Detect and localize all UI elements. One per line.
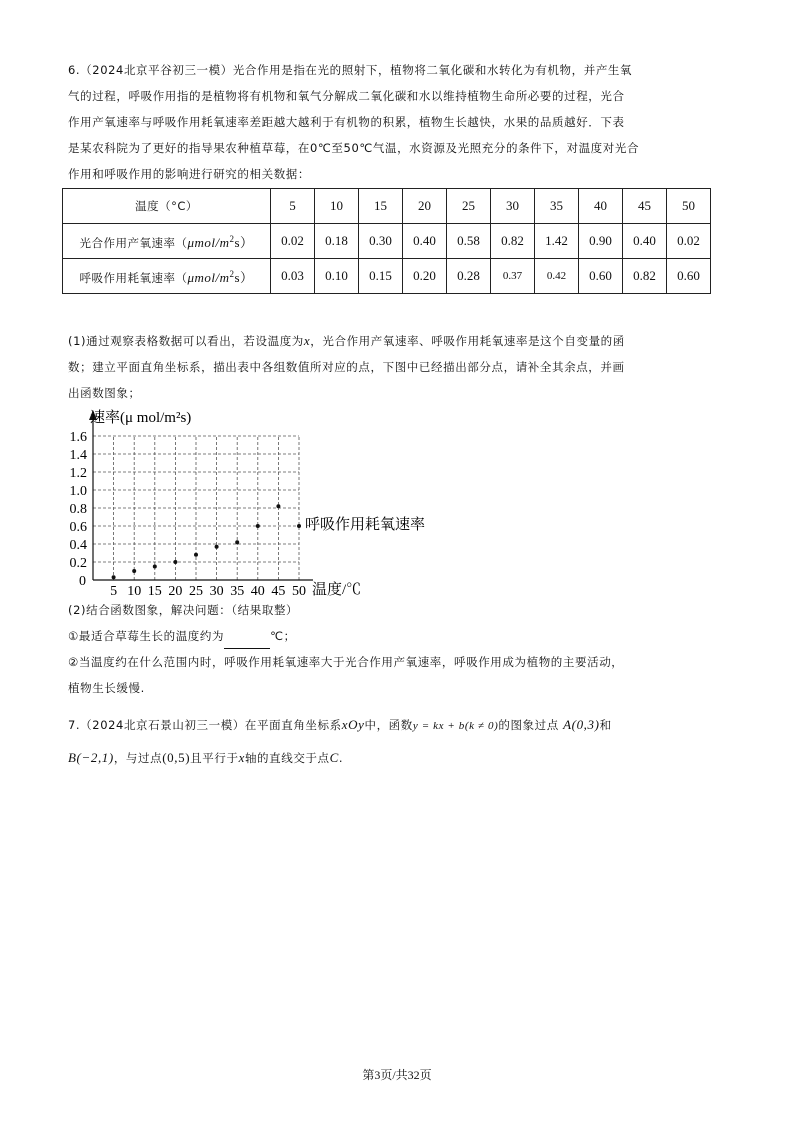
table-cell: 45 — [623, 189, 667, 224]
table-cell: 0.42 — [535, 259, 579, 294]
table-row-photosynthesis — [63, 224, 711, 259]
table-cell: 20 — [403, 189, 447, 224]
table-cell: 0.20 — [403, 259, 447, 294]
data-point — [235, 540, 239, 544]
table-cell: 0.58 — [447, 224, 491, 259]
chart-axes — [89, 410, 313, 580]
question-6-intro — [68, 57, 728, 187]
x-tick-label: 20 — [168, 584, 183, 599]
data-point — [173, 560, 177, 564]
y-tick-label: 1.0 — [69, 484, 87, 499]
table-cell: 30 — [491, 189, 535, 224]
table-cell: 0.03 — [271, 259, 315, 294]
table-cell: 0.40 — [403, 224, 447, 259]
origin-label: 0 — [79, 574, 86, 589]
table-cell: 0.02 — [667, 224, 711, 259]
q6-line-4: 是某农科院为了更好的指导果农种植草莓，在0℃至50℃气温，水资源及光照充分的条件下，对温度对光合 — [68, 141, 640, 155]
y-axis-label: 速率(μ mol/m²s) — [90, 410, 192, 426]
table-cell: 0.37 — [491, 259, 535, 294]
table-cell: 0.90 — [579, 224, 623, 259]
chart-ticks — [70, 430, 307, 599]
table-cell: 0.28 — [447, 259, 491, 294]
x-tick-label: 5 — [110, 584, 118, 599]
data-point — [276, 504, 280, 508]
y-tick-label: 1.6 — [69, 430, 87, 445]
table-cell: 25 — [447, 189, 491, 224]
part2-item-2-line-2: 植物生长缓慢. — [68, 681, 145, 695]
data-point — [132, 569, 136, 573]
data-point — [153, 565, 157, 569]
x-tick-label: 35 — [230, 584, 245, 599]
page-footer: 第3页/共32页 — [362, 1068, 432, 1082]
table-cell: 0.60 — [579, 259, 623, 294]
table-cell: 0.82 — [623, 259, 667, 294]
table-cell: 1.42 — [535, 224, 579, 259]
part2-item-2-line-1: ②当温度约在什么范围内时，呼吸作用耗氧速率大于光合作用产氧速率，呼吸作用成为植物的主要活动， — [68, 655, 624, 669]
data-point — [112, 575, 116, 579]
data-point — [297, 524, 301, 528]
q7-line-2: B(−2,1)，与过点(0,5)且平行于x轴的直线交于点C. — [68, 750, 344, 765]
table-cell: 0.40 — [623, 224, 667, 259]
table-cell: 15 — [359, 189, 403, 224]
part1-line-2: 数；建立平面直角坐标系，描出表中各组数值所对应的点，下图中已经描出部分点，请补全其余点，并画 — [68, 360, 625, 374]
y-tick-label: 1.2 — [69, 466, 87, 481]
table-cell: 0.82 — [491, 224, 535, 259]
x-tick-label: 25 — [189, 584, 203, 599]
x-tick-label: 15 — [147, 584, 162, 599]
respiration-rate-chart — [60, 402, 460, 602]
table-cell: 50 — [667, 189, 711, 224]
table-cell: 0.30 — [359, 224, 403, 259]
x-tick-label: 45 — [271, 584, 286, 599]
q7-line-1: 7.（2024北京石景山初三一模）在平面直角坐标系xOy中，函数y = kx + b(k ≠ 0)的图象过点 A(0,3)和 — [68, 717, 612, 732]
question-6-part-2 — [68, 597, 728, 701]
table-cell: 5 — [271, 189, 315, 224]
x-tick-label: 40 — [250, 584, 265, 599]
y-tick-label: 0.8 — [69, 502, 87, 517]
question-7 — [68, 709, 728, 774]
table-cell: 0.15 — [359, 259, 403, 294]
table-row-temperature — [63, 189, 711, 224]
y-tick-label: 1.4 — [69, 448, 87, 463]
x-tick-label: 50 — [292, 584, 306, 599]
data-point — [194, 553, 198, 557]
part1-line-1: (1)通过观察表格数据可以看出，若设温度为x，光合作用产氧速率、呼吸作用耗氧速率是这个自变量的函 — [68, 333, 625, 348]
q6-line-3: 作用产氧速率与呼吸作用耗氧速率差距越大越利于有机物的积累，植物生长越快，水果的品质越好．下表 — [68, 115, 625, 129]
question-6-part-1 — [68, 328, 728, 406]
data-point — [215, 545, 219, 549]
q6-line-5: 作用和呼吸作用的影响进行研究的相关数据： — [68, 167, 310, 181]
series-label: 呼吸作用耗氧速率 — [305, 517, 426, 533]
x-tick-label: 30 — [209, 584, 224, 599]
chart-grid — [93, 436, 299, 580]
data-point — [256, 524, 260, 528]
table-header-temperature: 温度（°C） — [63, 189, 271, 224]
table-header-photosynthesis: 光合作用产氧速率$(\mu mol/m^2s)$ — [63, 224, 271, 259]
table-cell: 0.60 — [667, 259, 711, 294]
y-tick-label: 0.4 — [69, 538, 87, 553]
answer-blank[interactable] — [224, 634, 270, 649]
table-cell: 10 — [315, 189, 359, 224]
q6-line-2: 气的过程，呼吸作用指的是植物将有机物和氧气分解成二氧化碳和水以维持植物生命所必要的过程，光合 — [68, 89, 625, 103]
q6-line-1: 6.（2024北京平谷初三一模）光合作用是指在光的照射下，植物将二氧化碳和水转化为有机物，并产生氧 — [68, 63, 633, 77]
chart-points — [112, 504, 301, 579]
table-cell: 35 — [535, 189, 579, 224]
y-tick-label: 0.6 — [69, 520, 87, 535]
part2-item-1: ①最适合草莓生长的温度约为 ℃； — [68, 623, 728, 649]
table-cell: 0.18 — [315, 224, 359, 259]
x-tick-label: 10 — [127, 584, 142, 599]
table-row-respiration — [63, 259, 711, 294]
table-cell: 0.10 — [315, 259, 359, 294]
part2-intro: (2)结合函数图象，解决问题：（结果取整） — [68, 603, 299, 617]
temperature-rate-table — [62, 188, 711, 294]
table-cell: 40 — [579, 189, 623, 224]
table-cell: 0.02 — [271, 224, 315, 259]
x-axis-label: 温度/℃ — [312, 582, 362, 598]
y-tick-label: 0.2 — [69, 556, 87, 571]
part1-line-3: 出函数图象； — [68, 386, 141, 400]
table-header-respiration: 呼吸作用耗氧速率$(\mu mol/m^2s)$ — [63, 259, 271, 294]
